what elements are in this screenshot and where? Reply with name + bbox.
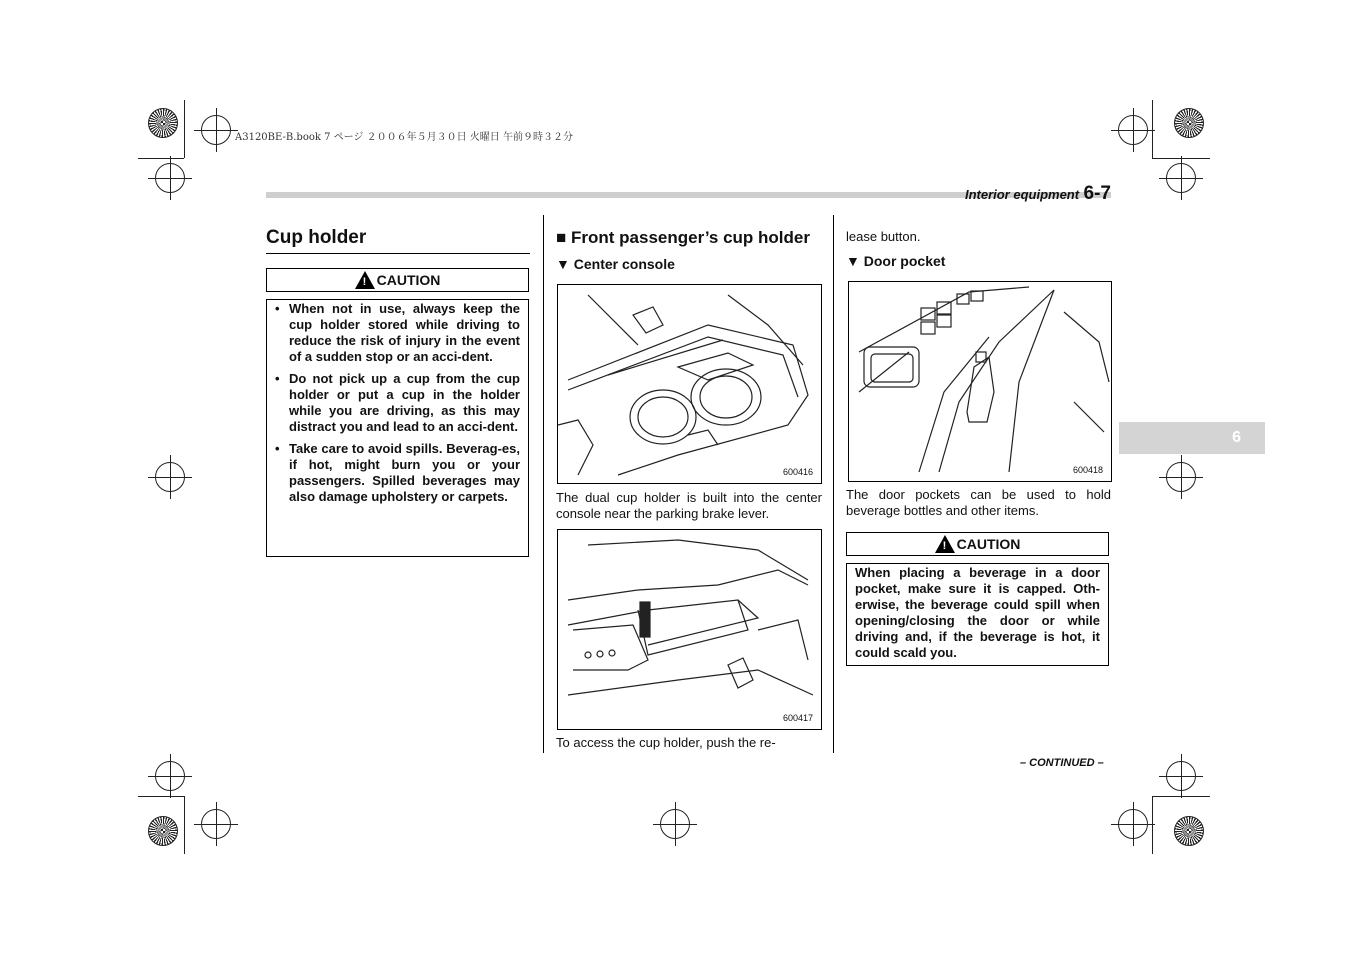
registration-star-top-left xyxy=(148,108,178,138)
crop-mark xyxy=(1152,796,1210,797)
figure-center-console xyxy=(557,284,822,484)
caution-box xyxy=(846,563,1109,666)
crosshair-mark xyxy=(155,761,185,791)
crop-mark xyxy=(1152,796,1153,854)
crosshair-mark xyxy=(1166,462,1196,492)
column-divider xyxy=(833,215,834,753)
paragraph: The dual cup holder is built into the center console near the parking brake lever. xyxy=(556,490,822,521)
section-name: Interior equipment xyxy=(964,187,1080,202)
registration-star-bottom-right xyxy=(1174,816,1204,846)
section-heading: ■ Front passenger’s cup holder xyxy=(556,228,810,247)
crop-mark xyxy=(138,158,184,159)
warning-icon: ! xyxy=(355,271,375,289)
caution-item: • When not in use, always keep the cup holder stored while driving to reduce the risk of injury in the event of a sudden stop or an acci-dent. xyxy=(275,301,520,365)
warning-icon: ! xyxy=(935,535,955,553)
caution-box xyxy=(266,299,529,557)
crosshair-mark xyxy=(1118,809,1148,839)
caution-header xyxy=(266,268,529,292)
registration-star-bottom-left xyxy=(148,816,178,846)
subsection-heading: ▼ Center console xyxy=(556,256,675,272)
page-number: 6-7 xyxy=(1083,183,1111,204)
crosshair-mark xyxy=(201,809,231,839)
registration-star-top-right xyxy=(1174,108,1204,138)
caution-header xyxy=(846,532,1109,556)
crosshair-mark xyxy=(201,115,231,145)
center-console-illustration xyxy=(558,285,821,483)
figure-id: 600416 xyxy=(782,467,813,477)
page-title: Cup holder xyxy=(266,227,530,254)
caution-label: CAUTION xyxy=(956,536,1021,552)
crop-mark xyxy=(1152,158,1210,159)
figure-id: 600417 xyxy=(782,713,813,723)
caution-item: • Do not pick up a cup from the cup holder or put a cup in the holder while you are driving, as this may distract you and lead to an acci-dent. xyxy=(275,371,520,435)
crosshair-mark xyxy=(1166,163,1196,193)
crosshair-mark xyxy=(660,809,690,839)
subsection-heading: ▼ Door pocket xyxy=(846,253,946,269)
caution-text: When placing a beverage in a door pocket, make sure it is capped. Oth-erwise, the beverage could spill when opening/closing the door or while driving and, if the beverage is hot, it could scald you. xyxy=(855,565,1100,660)
book-info: A3120BE-B.book 7 ページ ２００６年５月３０日 火曜日 午前９時３２分 xyxy=(235,132,573,143)
figure-release-button xyxy=(557,529,822,730)
crop-mark xyxy=(1152,100,1153,158)
crop-mark xyxy=(184,796,185,854)
section-reference xyxy=(965,183,1111,205)
caution-label: CAUTION xyxy=(376,272,441,288)
column-divider xyxy=(543,215,544,753)
crosshair-mark xyxy=(1166,761,1196,791)
crosshair-mark xyxy=(1118,115,1148,145)
crop-mark xyxy=(138,796,184,797)
chapter-tab: 6 xyxy=(1119,422,1265,454)
door-pocket-illustration xyxy=(849,282,1111,481)
figure-id: 600418 xyxy=(1072,465,1103,475)
crosshair-mark xyxy=(155,163,185,193)
crop-mark xyxy=(184,100,185,158)
paragraph: lease button. xyxy=(846,229,921,244)
caution-item: • Take care to avoid spills. Beverag-es, if hot, might burn you or your passengers. Spilled beverages may also damage upholstery or carpets. xyxy=(275,441,520,505)
paragraph: The door pockets can be used to hold beverage bottles and other items. xyxy=(846,487,1111,518)
figure-door-pocket xyxy=(848,281,1112,482)
release-button-illustration xyxy=(558,530,821,729)
caution-list xyxy=(275,301,520,505)
paragraph: To access the cup holder, push the re- xyxy=(556,735,776,750)
crosshair-mark xyxy=(155,462,185,492)
continued-label: – CONTINUED – xyxy=(1020,757,1104,769)
